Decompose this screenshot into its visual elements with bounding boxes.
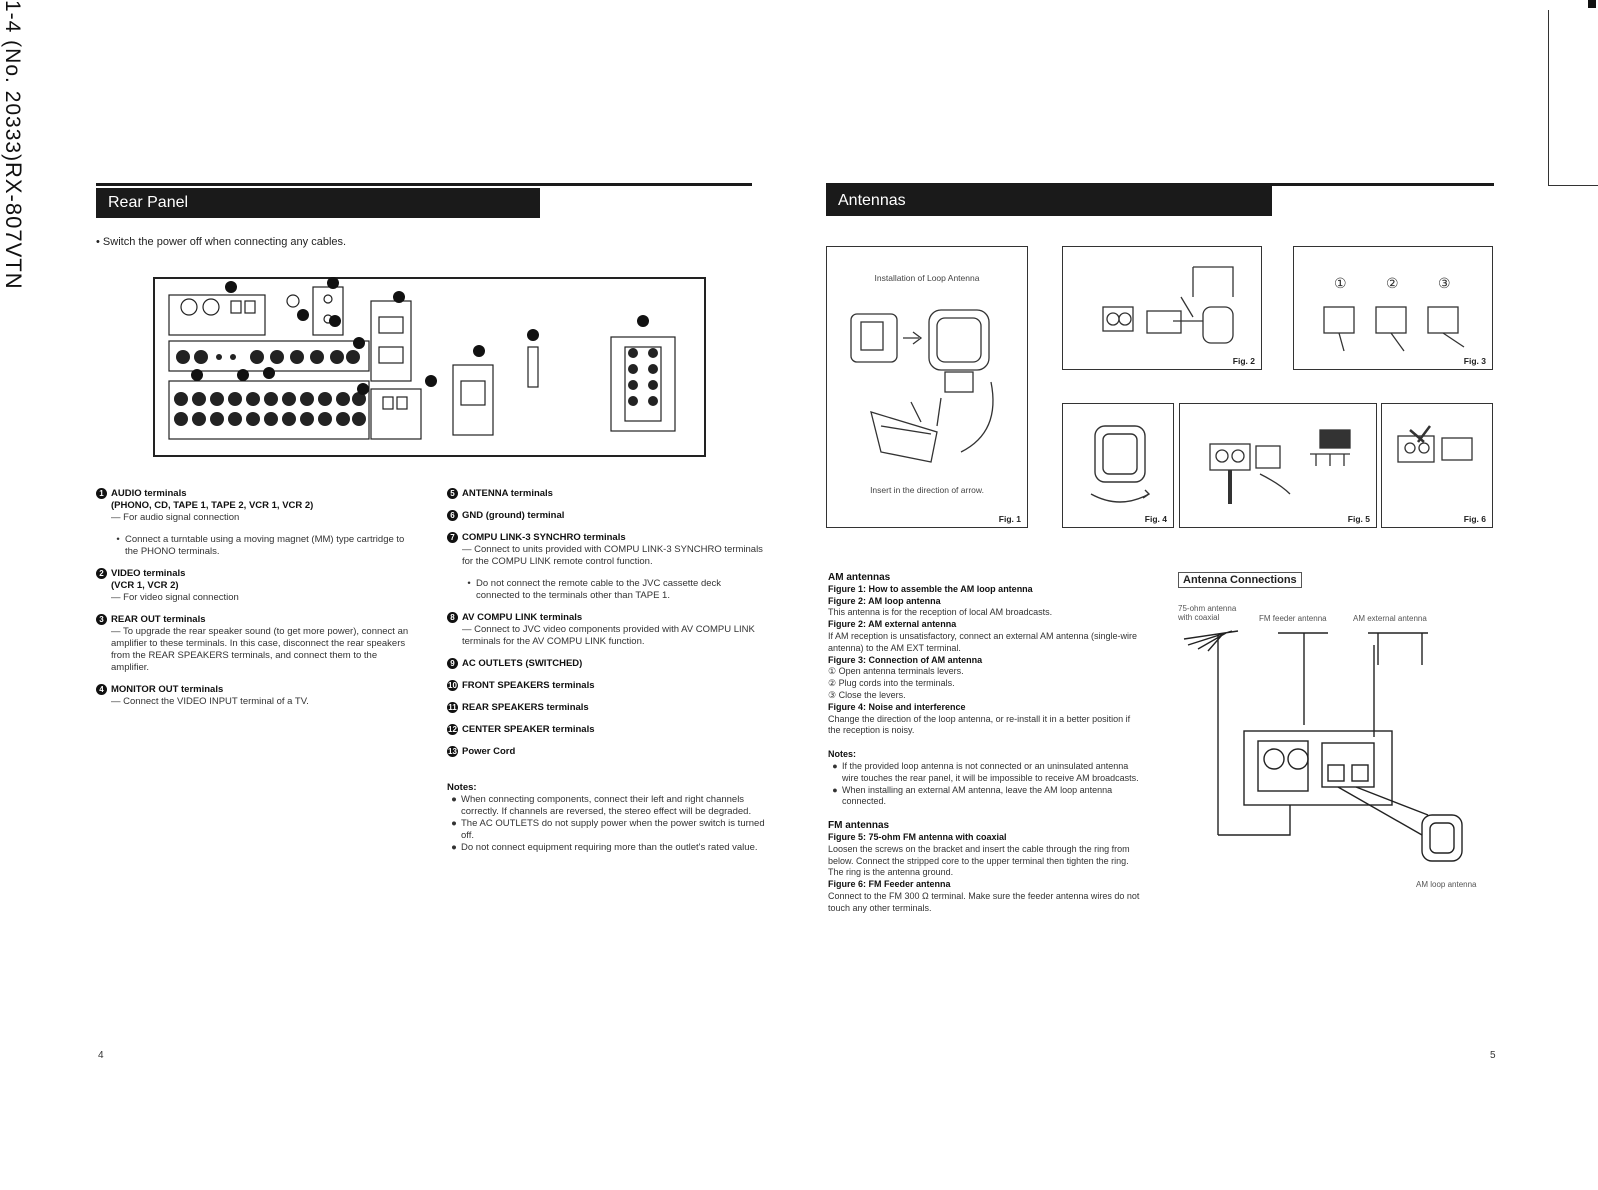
callout-number: 5 (447, 488, 458, 499)
figure-3-caption: Fig. 3 (1463, 356, 1486, 366)
antenna-connections-title: Antenna Connections (1178, 572, 1302, 588)
item-antenna (447, 488, 765, 500)
callout-number: 7 (447, 532, 458, 543)
page-number-left: 4 (98, 1050, 104, 1061)
figure-heading: Figure 1: How to assemble the AM loop antenna (828, 583, 1033, 594)
item-line: — Connect the VIDEO INPUT terminal of a TV. (111, 696, 309, 707)
figure-description: If AM reception is unsatisfactory, connect an external AM antenna (single-wire antenna) to the AM EXT terminal. (828, 630, 1137, 653)
model-box-line (1548, 10, 1549, 185)
figure-2 (1062, 246, 1262, 370)
item-title: VIDEO terminals (111, 568, 186, 579)
fm-antennas-title: FM antennas (828, 820, 890, 832)
item-title: MONITOR OUT terminals (111, 684, 224, 695)
figure-3 (1293, 246, 1493, 370)
note-item: The AC OUTLETS do not supply power when the power switch is turned off. (461, 818, 765, 841)
item-rear-speakers (447, 702, 765, 714)
figure-1-caption: Fig. 1 (998, 514, 1021, 524)
figure-description: This antenna is for the reception of local AM broadcasts. (828, 607, 1053, 618)
callout-number: 4 (96, 684, 107, 695)
figure-1-top-text: Installation of Loop Antenna (874, 273, 980, 283)
figure-heading: Figure 2: AM external antenna (828, 619, 957, 630)
callout-number: 1 (96, 488, 107, 499)
callout-number: 2 (96, 568, 107, 579)
am-note-item: If the provided loop antenna is not connected or an uninsulated antenna wire touches the rear panel, it will be impossible to receive AM broadcasts. (842, 760, 1139, 783)
item-compu-link: 7 COMPU LINK-3 SYNCHRO terminals — Connect to units provided with COMPU LINK-3 SYNCHRO terminals for the COMPU LINK remote control function. • Do not connect the remote cable to the JVC cassette deck connected to the terminals other than TAPE 1. (447, 532, 765, 602)
page-number-right: 5 (1490, 1050, 1496, 1061)
item-gnd (447, 510, 765, 522)
model-box-rule (1548, 185, 1598, 186)
rear-panel-col-right: 5 ANTENNA terminals 6 GND (ground) terminal 7 COMPU LINK-3 SYNCHRO terminals — Connect to units provided with COMPU LINK-3 SYNCHRO terminals for the COMPU LINK remote control function. • Do not connect the remote cable to the JVC cassette deck connected to the terminals other than TAPE 1. 8 AV COMPU LINK terminals — Connect to JVC video components provided with AV COMPU LINK terminals for the AV COMPU LINK function. 9 AC OUTLETS (SWITCHED) 10 FRONT SPEAKERS terminals 11 REAR SPEAKERS terminals 12 CENTER SPEAKER terminals 13 Power Cord Notes: ● When connecting components, connect their left and right channels correctly. If channels are reversed, the stereo effect will be degraded. ● The AC OUTLETS do not supply power when the power switch is turned off. ● Do not connect equipment requiring more than the outlet's rated value. (447, 488, 765, 853)
figure-heading: Figure 2: AM loop antenna (828, 595, 941, 606)
fm-feeder-connection-drawing (1390, 420, 1486, 480)
item-title: CENTER SPEAKER terminals (462, 724, 595, 735)
rear-panel-diagram (153, 277, 706, 457)
fm-coaxial-connection-drawing (1190, 414, 1370, 509)
label-am-loop: AM loop antenna (1416, 880, 1477, 889)
item-front-speakers (447, 680, 765, 692)
page-reference: 1-4 (No. 20333) (1, 0, 24, 163)
item-center-speaker (447, 724, 765, 736)
am-antennas-title: AM antennas (828, 572, 891, 583)
model-number: RX-807VTN (1, 162, 26, 290)
am-external-antenna-drawing (1073, 257, 1253, 357)
item-rear-out (96, 614, 414, 674)
callout-number: 8 (447, 612, 458, 623)
item-title: AC OUTLETS (SWITCHED) (462, 658, 583, 669)
figure-4-caption: Fig. 4 (1144, 514, 1167, 524)
figure-description: ② Plug cords into the terminals. (828, 678, 955, 689)
am-antennas-text (828, 584, 1144, 737)
callout-number: 9 (447, 658, 458, 669)
item-audio: 1 AUDIO terminals (PHONO, CD, TAPE 1, TAPE 2, VCR 1, VCR 2) — For audio signal connection • Connect a turntable using a moving magnet (MM) type cartridge to the PHONO terminals. (96, 488, 414, 558)
note-item: When connecting components, connect their left and right channels correctly. If channels are reversed, the stereo effect will be degraded. (461, 794, 752, 817)
figure-5-caption: Fig. 5 (1347, 514, 1370, 524)
item-video (96, 568, 414, 604)
item-line: — Connect to JVC video components provided with AV COMPU LINK terminals for the AV COMPU LINK function. (462, 624, 755, 647)
item-title: ANTENNA terminals (462, 488, 553, 499)
step-3-mark: ③ (1438, 275, 1451, 291)
label-am-external: AM external antenna (1353, 614, 1427, 623)
item-title: AUDIO terminals (111, 488, 187, 499)
item-note: Connect a turntable using a moving magnet (MM) type cartridge to the PHONO terminals. (125, 534, 405, 557)
callout-number: 12 (448, 725, 457, 734)
item-av-compu-link (447, 612, 765, 648)
corner-mark (1588, 0, 1596, 8)
figure-5 (1179, 403, 1377, 528)
notes-title: Notes: (447, 782, 477, 793)
figure-6 (1381, 403, 1493, 528)
antennas-text-column: AM antennas Figure 1: How to assemble the AM loop antenna Figure 2: AM loop antenna This antenna is for the reception of local AM broadcasts. Figure 2: AM external antenna If AM reception is unsatisfactory, connect an external AM antenna (single-wire antenna) to the AM EXT terminal. Figure 3: Connection of AM antenna ① Open antenna terminals levers. ② Plug cords into the terminals. ③ Close the levers. Figure 4: Noise and interference Change the direction of the loop antenna, or re-install it in a better position if the reception is noisy. Notes: ● If the provided loop antenna is not connected or an uninsulated antenna wire touches the rear panel, it will be impossible to receive AM broadcasts. ● When installing an external AM antenna, leave the AM loop antenna connected. FM antennas Figure 5: 75-ohm FM antenna with coaxial Loosen the screws on the bracket and insert the cable through the ring from below. Connect the stripped core to the upper terminal then tighten the ring. The ring is the antenna ground. Figure 6: FM Feeder antenna Connect to the FM 300 Ω terminal. Make sure the feeder antenna wires do not touch any other terminals. (828, 572, 1144, 915)
figure-description: ③ Close the levers. (828, 689, 906, 700)
loop-antenna-assembly-drawing (841, 302, 1011, 472)
rear-panel-col-left (96, 488, 414, 718)
intro-note: • Switch the power off when connecting any cables. (96, 236, 347, 248)
item-note: Do not connect the remote cable to the JVC cassette deck connected to the terminals other than TAPE 1. (476, 578, 722, 601)
antenna-connections-diagram (1178, 625, 1494, 875)
figure-description: Connect to the FM 300 Ω terminal. Make sure the feeder antenna wires do not touch any other terminals. (828, 890, 1140, 913)
figure-1 (826, 246, 1028, 528)
item-power-cord (447, 746, 765, 758)
rear-panel-rule (96, 183, 752, 186)
figure-description: Loosen the screws on the bracket and insert the cable through the ring from below. Connect the stripped core to the upper terminal then tighten the ring. The ring is the antenna ground. (828, 843, 1130, 878)
figure-description: ① Open antenna terminals levers. (828, 666, 964, 677)
am-note-item: When installing an external AM antenna, leave the AM loop antenna connected. (842, 784, 1113, 807)
step-2-mark: ② (1386, 275, 1399, 291)
item-line: — For audio signal connection (111, 512, 240, 523)
step-1-mark: ① (1334, 275, 1347, 291)
callout-number: 11 (448, 703, 457, 712)
terminal-lever-steps-drawing (1314, 297, 1484, 357)
item-line: — For video signal connection (111, 592, 239, 603)
figure-6-caption: Fig. 6 (1463, 514, 1486, 524)
callout-number: 13 (448, 747, 457, 756)
note-item: Do not connect equipment requiring more than the outlet's rated value. (461, 842, 758, 853)
item-subtitle: (PHONO, CD, TAPE 1, TAPE 2, VCR 1, VCR 2) (111, 500, 314, 511)
figure-heading: Figure 5: 75-ohm FM antenna with coaxial (828, 831, 1007, 842)
figure-2-caption: Fig. 2 (1232, 356, 1255, 366)
item-monitor-out (96, 684, 414, 708)
item-title: REAR OUT terminals (111, 614, 206, 625)
item-title: FRONT SPEAKERS terminals (462, 680, 595, 691)
item-line: — Connect to units provided with COMPU LINK-3 SYNCHRO terminals for the COMPU LINK remote control function. (462, 544, 763, 567)
figure-description: Change the direction of the loop antenna, or re-install it in a better position if the reception is noisy. (828, 713, 1131, 736)
callout-number: 3 (96, 614, 107, 625)
label-75-ohm: 75-ohm antenna with coaxial (1178, 604, 1237, 622)
label-fm-feeder: FM feeder antenna (1259, 614, 1327, 623)
fm-antennas-text (828, 832, 1144, 915)
loop-antenna-direction-drawing (1077, 418, 1163, 508)
callout-number: 10 (448, 681, 457, 690)
figure-heading: Figure 6: FM Feeder antenna (828, 879, 951, 890)
am-notes-title: Notes: (828, 749, 857, 760)
item-title: COMPU LINK-3 SYNCHRO terminals (462, 532, 626, 543)
figure-heading: Figure 4: Noise and interference (828, 701, 966, 712)
callout-number: 6 (447, 510, 458, 521)
figure-4 (1062, 403, 1174, 528)
item-title: Power Cord (462, 746, 516, 757)
item-line: — To upgrade the rear speaker sound (to get more power), connect an amplifier to these terminals. In this case, disconnect the rear speakers from the REAR SPEAKERS terminals, and connect them to the amplifier. (111, 626, 409, 673)
rear-panel-heading: Rear Panel (96, 188, 540, 218)
antennas-heading: Antennas (826, 186, 1272, 216)
item-subtitle: (VCR 1, VCR 2) (111, 580, 179, 591)
figure-heading: Figure 3: Connection of AM antenna (828, 654, 983, 665)
item-title: GND (ground) terminal (462, 510, 565, 521)
item-title: REAR SPEAKERS terminals (462, 702, 589, 713)
item-ac-outlets (447, 658, 765, 670)
item-title: AV COMPU LINK terminals (462, 612, 583, 623)
figure-1-bottom-text: Insert in the direction of arrow. (870, 485, 984, 495)
